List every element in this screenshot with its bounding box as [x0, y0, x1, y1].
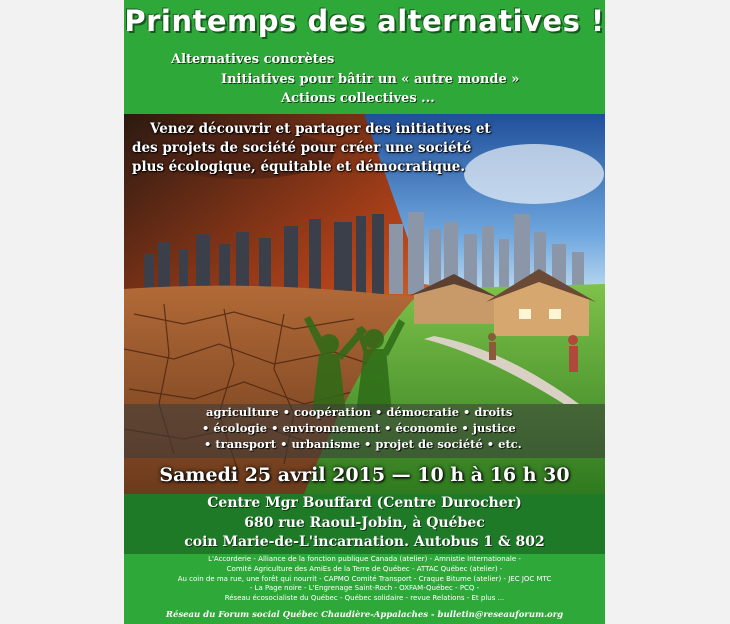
intro-line-2: des projets de société pour créer une société	[132, 140, 472, 156]
event-poster	[124, 0, 605, 624]
hero-image	[124, 114, 605, 494]
footer-credit: Réseau du Forum social Québec Chaudière-Appalaches - bulletin@reseauforum.org	[165, 610, 564, 620]
venue-line-2: 680 rue Raoul-Jobin, à Québec	[244, 514, 485, 531]
partners-line-1: L'Accorderie - Alliance de la fonction publique Canada (atelier) - Amnistie Internationale -	[208, 555, 521, 563]
themes-band	[124, 404, 605, 458]
poster-title: Printemps des alternatives !	[124, 4, 605, 38]
partners-line-2: Comité Agriculture des AmiEs de la Terre de Québec - ATTAC Québec (atelier) -	[226, 564, 503, 573]
themes-line-2: • écologie • environnement • économie • justice	[202, 421, 516, 435]
partners-line-5: Réseau écosocialiste du Québec - Québec solidaire - revue Relations - Et plus ...	[224, 594, 505, 603]
venue-line-3: coin Marie-de-L'incarnation. Autobus 1 & 802	[184, 534, 545, 550]
intro-text	[132, 120, 602, 177]
venue-line-1: Centre Mgr Bouffard (Centre Durocher)	[207, 495, 522, 511]
intro-line-1: Venez découvrir et partager des initiatives et	[150, 121, 491, 137]
intro-line-3: plus écologique, équitable et démocratique.	[132, 159, 466, 175]
venue-block	[124, 494, 605, 554]
themes-line-3: • transport • urbanisme • projet de société • etc.	[204, 437, 522, 451]
partners-line-4: - La Page noire - L'Engrenage Saint-Roch - OXFAM-Québec - PCQ -	[249, 584, 480, 593]
event-date: Samedi 25 avril 2015 — 10 h à 16 h 30	[159, 464, 570, 486]
partners-line-3: Au coin de ma rue, une forêt qui nourrit - CAPMO Comité Transport - Craque Bitume (atelier) - JEC JOC MTC	[177, 574, 552, 583]
tagline-1: Alternatives concrètes	[171, 52, 335, 67]
tagline-3: Actions collectives ...	[281, 91, 435, 106]
partners-list	[124, 555, 605, 604]
themes-line-1: agriculture • coopération • démocratie • droits	[206, 405, 513, 419]
tagline-2: Initiatives pour bâtir un « autre monde »	[221, 72, 520, 87]
